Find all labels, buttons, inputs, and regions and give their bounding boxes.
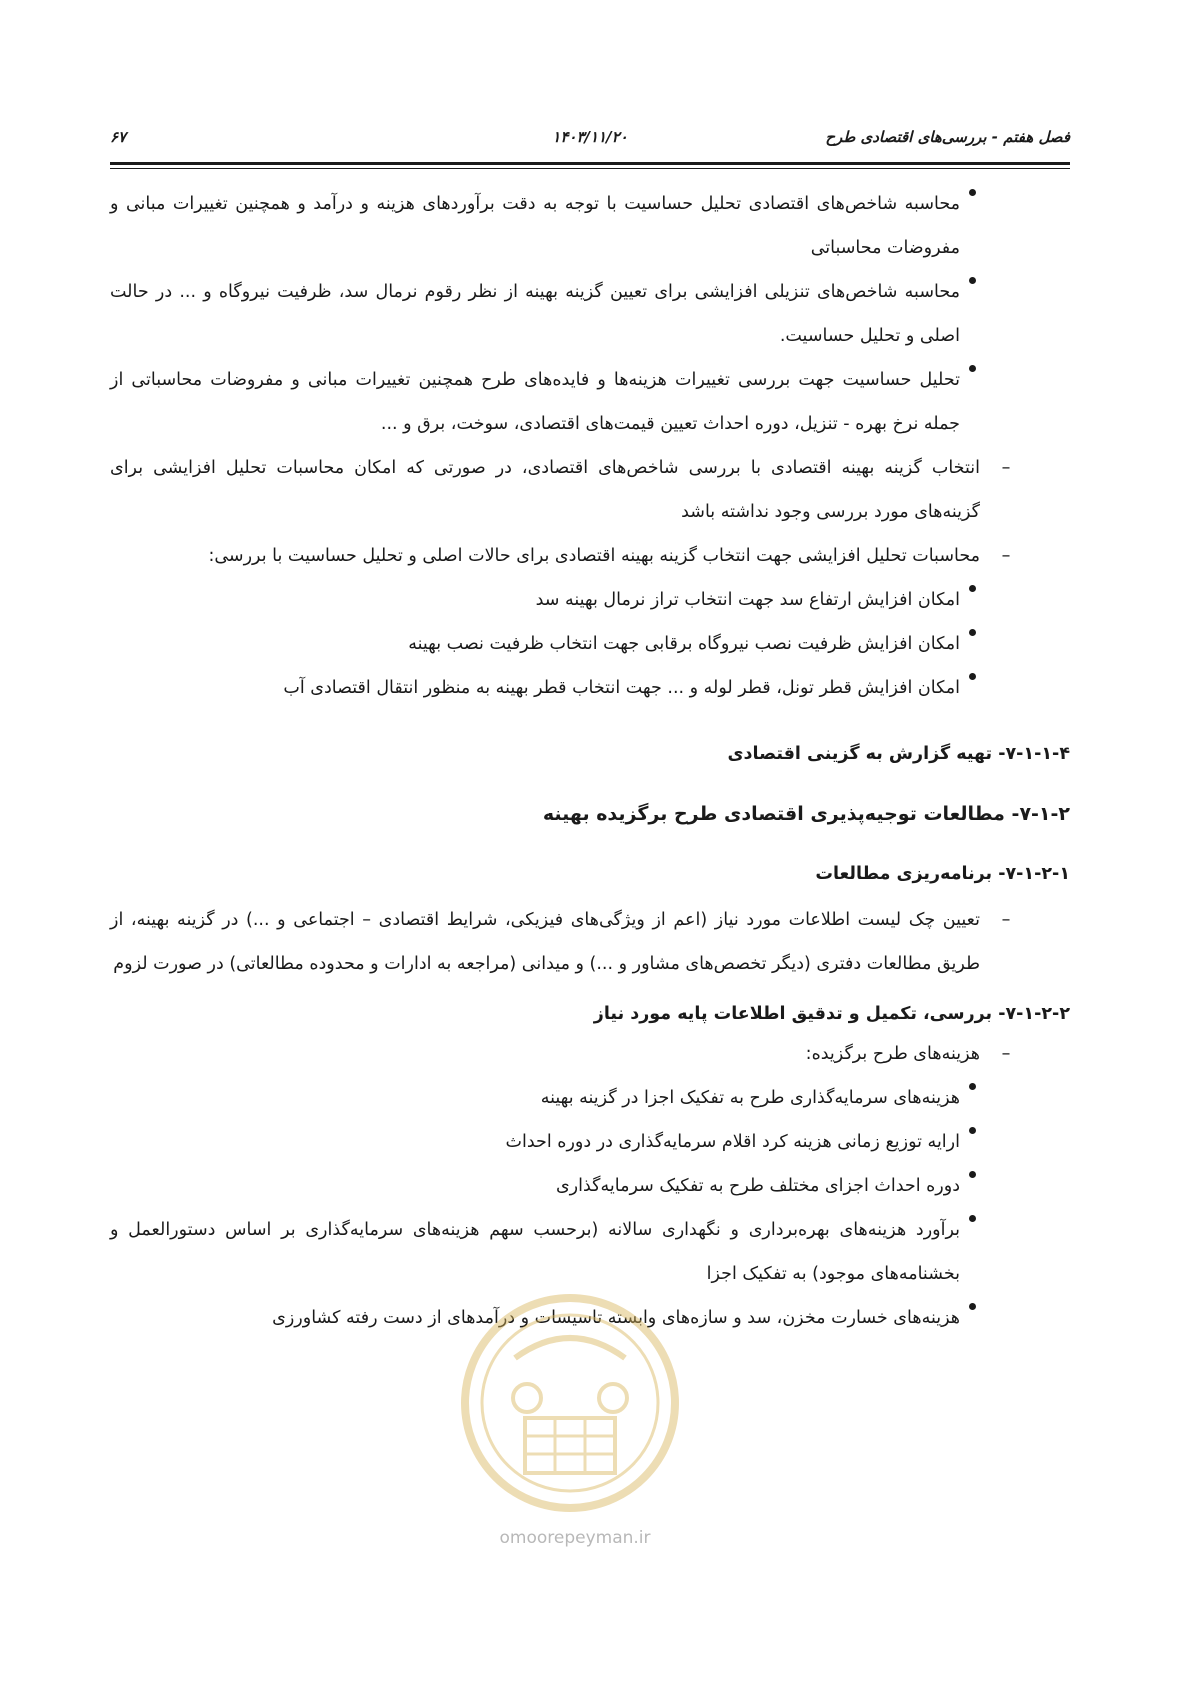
list-item-text: امکان افزایش قطر تونل، قطر لوله و ... جهت انتخاب قطر بهینه به منظور انتقال اقتصادی آب xyxy=(283,678,960,698)
section-heading: ۷-۱-۲-۱- برنامه‌ریزی مطالعات xyxy=(815,864,1070,884)
list-item-text: برآورد هزینه‌های بهره‌برداری و نگهداری سالانه (برحسب سهم هزینه‌های سرمایه‌گذاری بر اساس دستورالعمل و بخشنامه‌های موجود) به تفکیک اجزا xyxy=(110,1220,960,1284)
list-item-text: هزینه‌های سرمایه‌گذاری طرح به تفکیک اجزا در گزینه بهینه xyxy=(540,1088,960,1108)
dash-item xyxy=(110,898,1070,986)
dash-item-text: هزینه‌های طرح برگزیده: xyxy=(805,1044,980,1064)
list-item-text: امکان افزایش ظرفیت نصب نیروگاه برقابی جهت انتخاب ظرفیت نصب بهینه xyxy=(408,634,960,654)
dash-item-text: تعیین چک لیست اطلاعات مورد نیاز (اعم از ویژگی‌های فیزیکی، شرایط اقتصادی – اجتماعی و ...) در گزینه بهینه، از طریق مطالعات دفتری (دیگر تخصص‌های مشاور و ...) و میدانی (مراجعه به ادارات و محدوده مطالعاتی) در صورت لزوم xyxy=(110,910,980,974)
page-number: ۶۷ xyxy=(110,128,127,146)
bullet-icon xyxy=(964,666,980,685)
dash-item xyxy=(110,446,1070,534)
list-item-text: تحلیل حساسیت جهت بررسی تغییرات هزینه‌ها و فایده‌های طرح همچنین تغییرات مبانی و مفروضات محاسباتی از جمله نرخ بهره - تنزیل، دوره احداث تعیین قیمت‌های اقتصادی، سوخت، برق و ... xyxy=(110,370,960,434)
watermark-seal-icon xyxy=(455,1288,685,1518)
dash-icon: – xyxy=(1001,458,1011,478)
list-item-text: هزینه‌های خسارت مخزن، سد و سازه‌های وابسته تاسیسات و درآمدهای از دست رفته کشاورزی xyxy=(272,1308,960,1328)
page-header xyxy=(110,128,1070,156)
list-item xyxy=(110,1120,1070,1164)
watermark-site: omoorepeyman.ir xyxy=(499,1528,651,1548)
dash-icon: – xyxy=(1001,910,1011,930)
bullet-icon xyxy=(964,1296,980,1315)
header-date: ۱۴۰۳/۱۱/۲۰ xyxy=(552,128,628,146)
list-item xyxy=(110,1208,1070,1296)
bullet-icon xyxy=(964,1120,980,1139)
section-heading: ۷-۱-۱-۴- تهیه گزارش به گزینی اقتصادی xyxy=(727,744,1070,764)
list-item xyxy=(110,182,1070,270)
dash-icon: – xyxy=(1001,546,1011,566)
dash-item xyxy=(110,1032,1070,1076)
bullet-icon xyxy=(964,578,980,597)
document-body xyxy=(110,182,1070,1340)
list-item xyxy=(110,622,1070,666)
list-item xyxy=(110,270,1070,358)
bullet-icon xyxy=(964,358,980,377)
bullet-icon xyxy=(964,270,980,289)
list-item xyxy=(110,666,1070,710)
list-item-text: محاسبه شاخص‌های تنزیلی افزایشی برای تعیین گزینه بهینه از نظر رقوم نرمال سد، ظرفیت نیروگاه و ... در حالت اصلی و تحلیل حساسیت. xyxy=(110,282,960,346)
bullet-icon xyxy=(964,182,980,201)
bullet-icon xyxy=(964,1076,980,1095)
dash-icon: – xyxy=(1001,1044,1011,1064)
list-item-text: دوره احداث اجزای مختلف طرح به تفکیک سرمایه‌گذاری xyxy=(555,1176,960,1196)
bullet-icon xyxy=(964,1164,980,1183)
list-item xyxy=(110,1164,1070,1208)
dash-item-text: انتخاب گزینه بهینه اقتصادی با بررسی شاخص‌های اقتصادی، در صورتی که امکان محاسبات تحلیل افزایشی برای گزینه‌های مورد بررسی وجود نداشته باشد xyxy=(110,458,980,522)
dash-item xyxy=(110,534,1070,578)
chapter-title: فصل هفتم - بررسی‌های اقتصادی طرح xyxy=(825,128,1070,146)
header-rule-thin xyxy=(110,168,1070,169)
section-heading: ۷-۱-۲- مطالعات توجیه‌پذیری اقتصادی طرح برگزیده بهینه xyxy=(542,803,1070,825)
list-item-text: محاسبه شاخص‌های اقتصادی تحلیل حساسیت با توجه به دقت برآوردهای هزینه و درآمد و همچنین تغییرات مبانی و مفروضات محاسباتی xyxy=(110,194,960,258)
list-item xyxy=(110,358,1070,446)
list-item-text: امکان افزایش ارتفاع سد جهت انتخاب تراز نرمال بهینه سد xyxy=(535,590,960,610)
section-heading: ۷-۱-۲-۲- بررسی، تکمیل و تدقیق اطلاعات پایه مورد نیاز xyxy=(593,1004,1070,1024)
list-item xyxy=(110,578,1070,622)
list-item xyxy=(110,1076,1070,1120)
list-item-text: ارایه توزیع زمانی هزینه کرد اقلام سرمایه‌گذاری در دوره احداث xyxy=(505,1132,960,1152)
header-rule xyxy=(110,162,1070,165)
bullet-icon xyxy=(964,622,980,641)
dash-item-text: محاسبات تحلیل افزایشی جهت انتخاب گزینه بهینه اقتصادی برای حالات اصلی و تحلیل حساسیت با بررسی: xyxy=(208,546,980,566)
bullet-icon xyxy=(964,1208,980,1227)
